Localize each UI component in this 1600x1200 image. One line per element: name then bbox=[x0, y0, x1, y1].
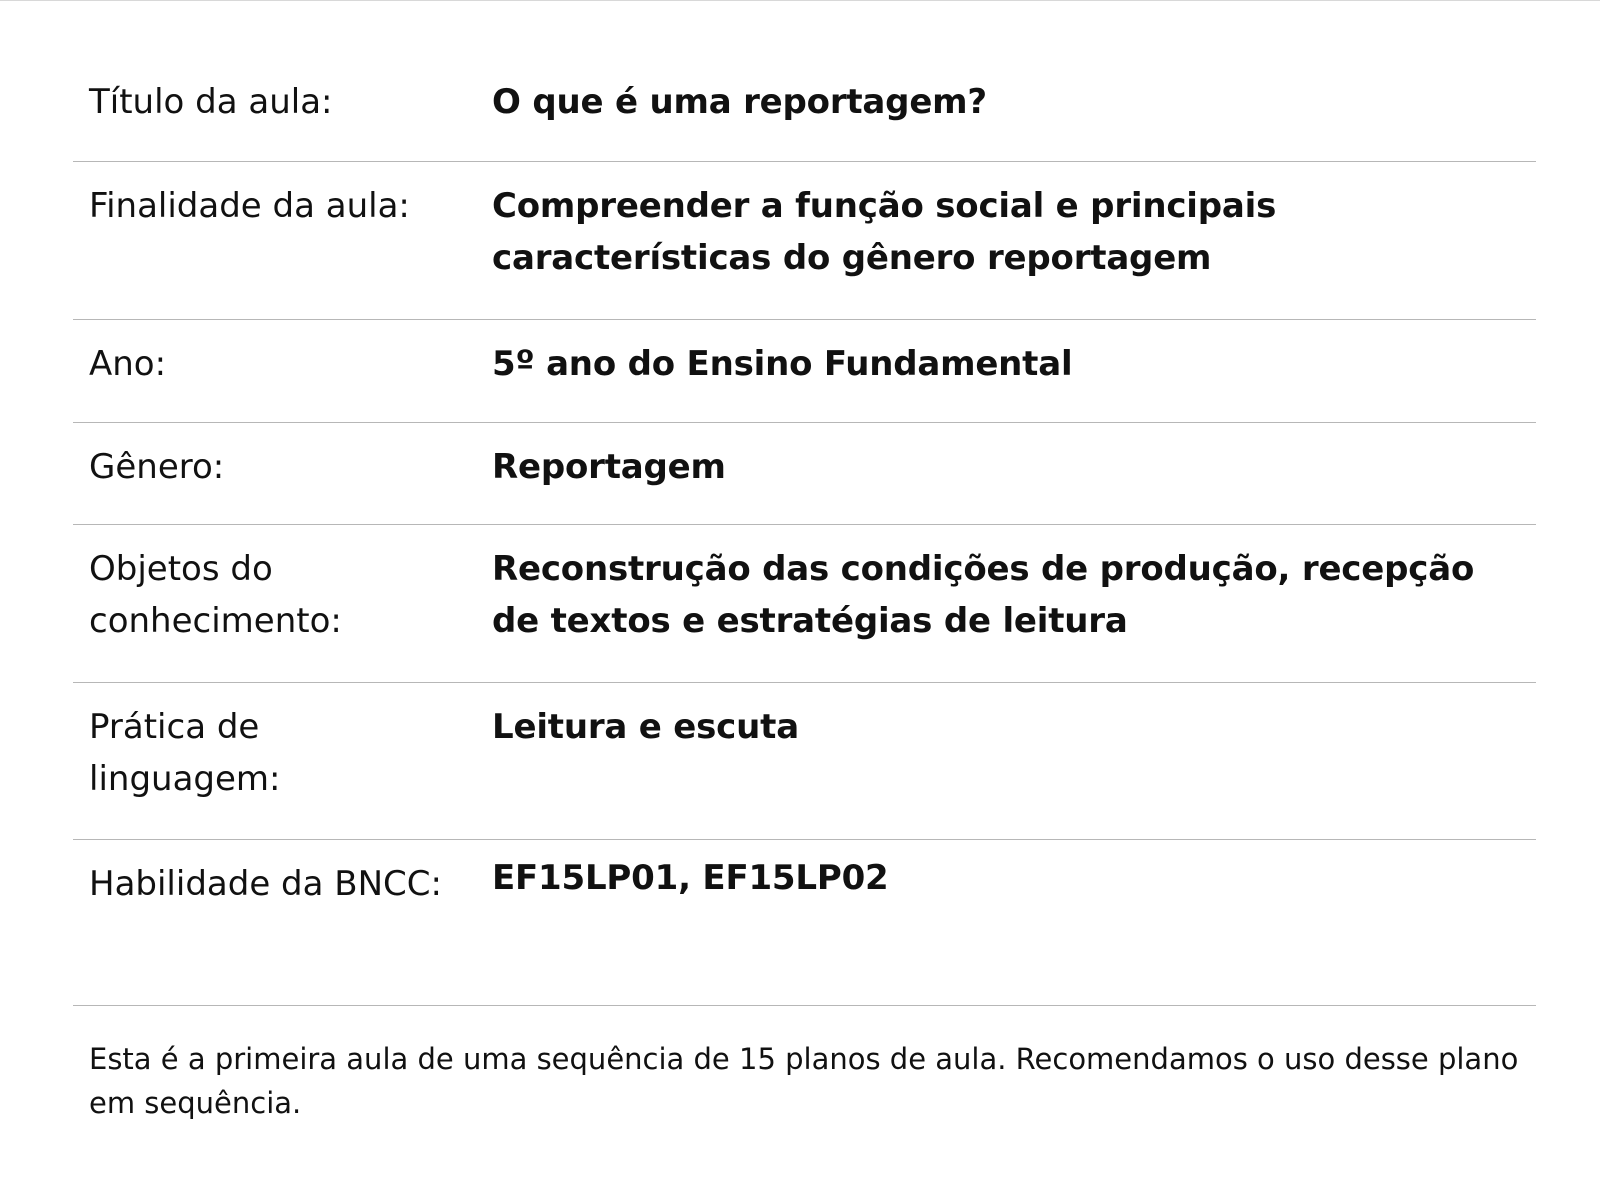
value-knowledge-objects: Reconstrução das condições de produção, recepção de textos e estratégias de leitura bbox=[492, 549, 1475, 641]
label-school-year: Ano: bbox=[89, 344, 167, 384]
value-lesson-title: O que é uma reportagem? bbox=[492, 82, 987, 122]
top-divider bbox=[0, 0, 1600, 1]
value-genre: Reportagem bbox=[492, 447, 726, 487]
sequence-note: Esta é a primeira aula de uma sequência de 15 planos de aula. Recomendamos o uso desse plano em sequência. bbox=[89, 1042, 1519, 1120]
label-knowledge-objects: Objetos do conhecimento: bbox=[89, 549, 342, 641]
value-school-year: 5º ano do Ensino Fundamental bbox=[492, 344, 1073, 384]
row-bncc-skill bbox=[73, 840, 1536, 1006]
row-genre bbox=[73, 423, 1536, 525]
row-lesson-purpose bbox=[73, 162, 1536, 320]
value-lesson-purpose: Compreender a função social e principais características do gênero reportagem bbox=[492, 186, 1277, 278]
label-lesson-purpose: Finalidade da aula: bbox=[89, 186, 410, 226]
row-lesson-title bbox=[73, 58, 1536, 162]
row-knowledge-objects bbox=[73, 525, 1536, 683]
label-genre: Gênero: bbox=[89, 447, 225, 487]
label-lesson-title: Título da aula: bbox=[89, 82, 333, 122]
row-school-year bbox=[73, 320, 1536, 423]
label-language-practice: Prática de linguagem: bbox=[89, 707, 281, 799]
value-language-practice: Leitura e escuta bbox=[492, 707, 799, 747]
lesson-plan-table bbox=[73, 58, 1536, 1006]
label-bncc-skill: Habilidade da BNCC: bbox=[89, 864, 442, 904]
value-bncc-skill: EF15LP01, EF15LP02 bbox=[492, 858, 889, 898]
row-language-practice bbox=[73, 683, 1536, 840]
